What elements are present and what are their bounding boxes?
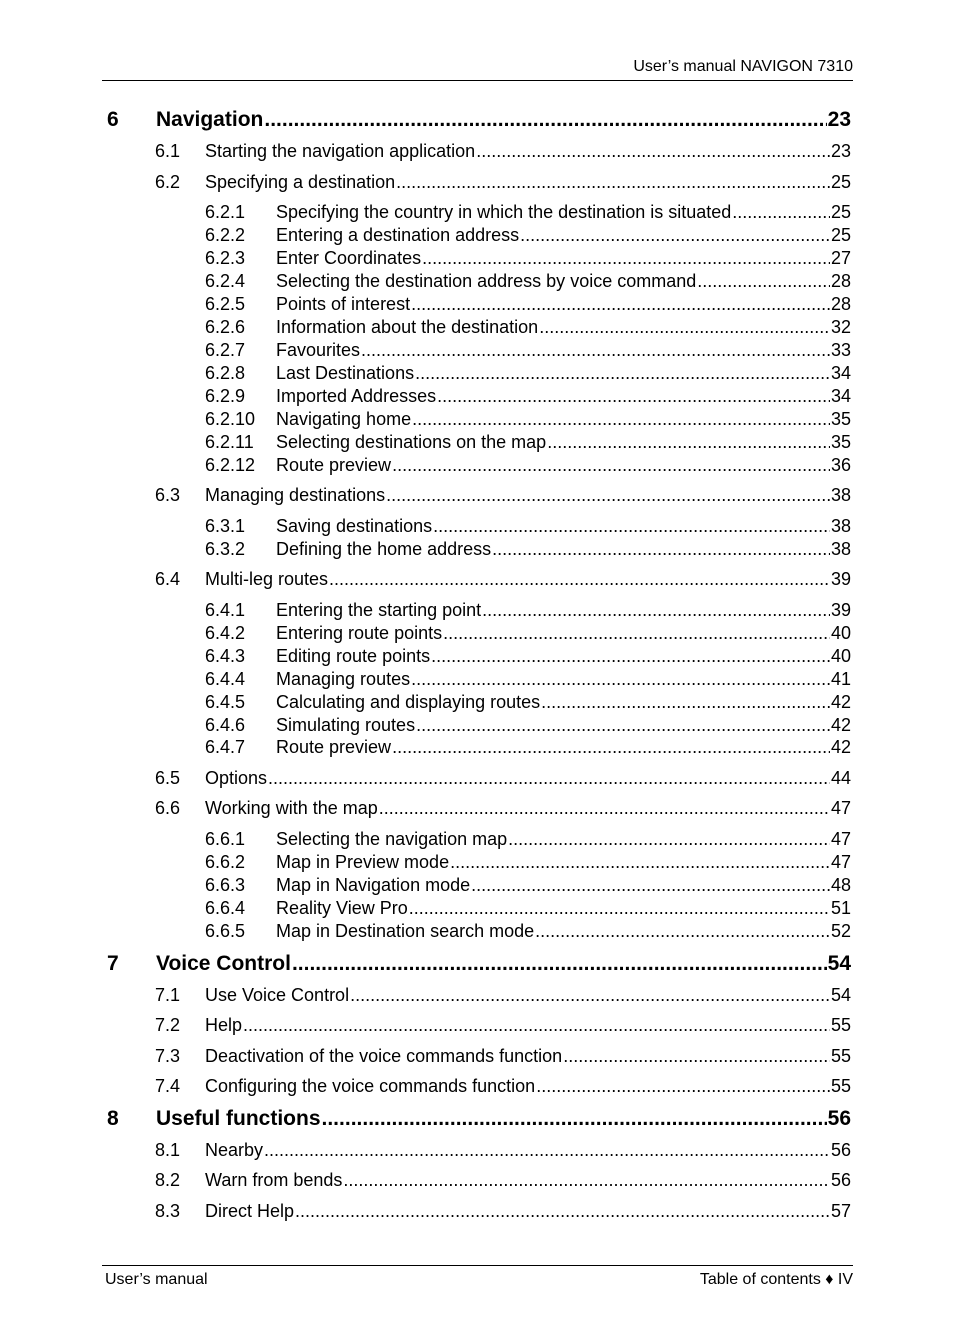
- toc-entry-number: 6.6.3: [205, 875, 246, 895]
- toc-entry-number: 7.3: [155, 1046, 181, 1066]
- toc-leader-dots: [361, 340, 830, 361]
- toc-entry-number: 6.2.4: [205, 271, 246, 291]
- toc-entry-title: Imported Addresses: [276, 386, 437, 406]
- toc-entry[interactable]: [107, 952, 851, 976]
- toc-entry-page: 44: [830, 768, 851, 788]
- toc-entry-title: Help: [205, 1015, 243, 1035]
- toc-entry-number: 8.3: [155, 1201, 181, 1221]
- toc-entry-title: Warn from bends: [205, 1170, 343, 1190]
- toc-entry-number: 7: [107, 952, 119, 975]
- toc-entry-page: 36: [830, 455, 851, 475]
- toc-entry[interactable]: [155, 985, 851, 1006]
- toc-entry[interactable]: [155, 1201, 851, 1222]
- toc-leader-dots: [437, 386, 830, 407]
- toc-entry-number: 6.4: [155, 569, 181, 589]
- toc-leader-dots: [409, 898, 830, 919]
- toc-entry[interactable]: [155, 1015, 851, 1036]
- toc-entry-page: 47: [830, 798, 851, 818]
- toc-entry-number: 6.5: [155, 768, 181, 788]
- toc-entry-page: 33: [830, 340, 851, 360]
- toc-entry-page: 52: [830, 921, 851, 941]
- toc-entry-page: 56: [830, 1170, 851, 1190]
- toc-entry-title: Selecting the destination address by voice command: [276, 271, 697, 291]
- toc-entry-number: 6.4.4: [205, 669, 246, 689]
- toc-leader-dots: [412, 409, 830, 430]
- toc-entry[interactable]: [155, 1046, 851, 1067]
- toc-entry-number: 6.2.2: [205, 225, 246, 245]
- toc-leader-dots: [443, 623, 830, 644]
- toc-entry[interactable]: [205, 294, 851, 315]
- toc-entry-number: 6.2.12: [205, 455, 256, 475]
- toc-entry-page: 39: [830, 600, 851, 620]
- toc-entry-title: Navigation: [156, 108, 264, 131]
- footer-left-text: User’s manual: [105, 1271, 208, 1288]
- toc-leader-dots: [392, 455, 830, 476]
- toc-entry[interactable]: [155, 798, 851, 819]
- toc-entry-title: Nearby: [205, 1140, 264, 1160]
- toc-entry-title: Configuring the voice commands function: [205, 1076, 536, 1096]
- toc-entry-page: 23: [827, 108, 851, 131]
- toc-entry-page: 35: [830, 432, 851, 452]
- toc-entry-number: 8.2: [155, 1170, 181, 1190]
- toc-entry-number: 6.2.9: [205, 386, 246, 406]
- page-footer: [102, 1265, 853, 1288]
- toc-entry-number: 6.2.8: [205, 363, 246, 383]
- toc-entry[interactable]: [205, 225, 851, 246]
- toc-leader-dots: [535, 921, 830, 942]
- toc-entry[interactable]: [155, 1140, 851, 1161]
- toc-entry-page: 39: [830, 569, 851, 589]
- toc-entry[interactable]: [205, 363, 851, 384]
- toc-entry-page: 25: [830, 202, 851, 222]
- toc-entry[interactable]: [205, 409, 851, 430]
- toc-entry-number: 6.2.10: [205, 409, 256, 429]
- toc-entry-page: 42: [830, 715, 851, 735]
- toc-entry-title: Favourites: [276, 340, 361, 360]
- header-title: User’s manual NAVIGON 7310: [633, 58, 853, 75]
- toc-entry-number: 6.1: [155, 141, 181, 161]
- toc-entry[interactable]: [155, 172, 851, 193]
- toc-entry-number: 6.2.6: [205, 317, 246, 337]
- toc-leader-dots: [541, 692, 830, 713]
- toc-entry-title: Deactivation of the voice commands function: [205, 1046, 563, 1066]
- toc-leader-dots: [322, 1107, 827, 1131]
- toc-entry-title: Information about the destination: [276, 317, 539, 337]
- toc-entry-page: 56: [830, 1140, 851, 1160]
- toc-entry-title: Reality View Pro: [276, 898, 408, 918]
- toc-leader-dots: [264, 108, 826, 132]
- toc-entry[interactable]: [155, 768, 851, 789]
- toc-entry[interactable]: [205, 646, 851, 667]
- toc-entry-number: 6.4.3: [205, 646, 246, 666]
- toc-entry-title: Selecting the navigation map: [276, 829, 508, 849]
- toc-entry-title: Starting the navigation application: [205, 141, 476, 161]
- toc-entry-page: 38: [830, 539, 851, 559]
- toc-entry-number: 6.2.7: [205, 340, 246, 360]
- toc-entry-page: 27: [830, 248, 851, 268]
- toc-entry-page: 51: [830, 898, 851, 918]
- toc-entry-number: 6.2.5: [205, 294, 246, 314]
- toc-entry[interactable]: [205, 715, 851, 736]
- toc-entry[interactable]: [205, 271, 851, 292]
- toc-entry-page: 34: [830, 363, 851, 383]
- toc-entry[interactable]: [205, 317, 851, 338]
- toc-entry-title: Editing route points: [276, 646, 431, 666]
- toc-entry-title: Voice Control: [156, 952, 291, 975]
- toc-entry[interactable]: [205, 669, 851, 690]
- toc-entry-number: 6.6.5: [205, 921, 246, 941]
- toc-entry[interactable]: [205, 340, 851, 361]
- toc-leader-dots: [416, 715, 830, 736]
- toc-entry-number: 6.2.1: [205, 202, 246, 222]
- toc-leader-dots: [520, 225, 830, 246]
- toc-entry-title: Specifying the country in which the destination is situated: [276, 202, 732, 222]
- toc-entry[interactable]: [155, 569, 851, 590]
- toc-entry-page: 28: [830, 271, 851, 291]
- toc-entry[interactable]: [205, 455, 851, 476]
- toc-leader-dots: [450, 852, 830, 873]
- toc-leader-dots: [264, 1140, 830, 1161]
- toc-entry-number: 6: [107, 108, 119, 131]
- toc-entry-number: 6.4.2: [205, 623, 246, 643]
- toc-entry[interactable]: [205, 539, 851, 560]
- toc-entry-number: 7.1: [155, 985, 181, 1005]
- toc-leader-dots: [392, 737, 830, 758]
- toc-entry-number: 6.4.5: [205, 692, 246, 712]
- toc-entry-title: Useful functions: [156, 1107, 321, 1130]
- toc-entry-page: 32: [830, 317, 851, 337]
- toc-entry[interactable]: [155, 1076, 851, 1097]
- toc-leader-dots: [482, 600, 830, 621]
- toc-entry-title: Route preview: [276, 737, 392, 757]
- toc-entry-title: Points of interest: [276, 294, 411, 314]
- toc-entry-number: 6.6.4: [205, 898, 246, 918]
- toc-entry-title: Saving destinations: [276, 516, 433, 536]
- toc-entry-number: 6.4.6: [205, 715, 246, 735]
- toc-entry-number: 6.2.11: [205, 432, 254, 452]
- toc-entry-number: 6.3.2: [205, 539, 246, 559]
- toc-entry-number: 6.2.3: [205, 248, 246, 268]
- toc-entry[interactable]: [155, 485, 851, 506]
- toc-entry[interactable]: [205, 623, 851, 644]
- toc-entry[interactable]: [205, 875, 851, 896]
- toc-entry-page: 25: [830, 225, 851, 245]
- toc-leader-dots: [697, 271, 830, 292]
- toc-entry-page: 40: [830, 646, 851, 666]
- toc-entry[interactable]: [205, 386, 851, 407]
- toc-entry-page: 38: [830, 485, 851, 505]
- toc-leader-dots: [492, 539, 830, 560]
- toc-entry[interactable]: [205, 829, 851, 850]
- footer-right-text: Table of contents ♦ IV: [699, 1271, 853, 1288]
- toc-entry-title: Defining the home address: [276, 539, 492, 559]
- toc-entry-page: 47: [830, 829, 851, 849]
- toc-entry[interactable]: [205, 692, 851, 713]
- toc-leader-dots: [476, 141, 830, 162]
- toc-entry-title: Map in Preview mode: [276, 852, 450, 872]
- toc-entry-title: Selecting destinations on the map: [276, 432, 547, 452]
- toc-entry-page: 55: [830, 1076, 851, 1096]
- toc-entry-number: 8.1: [155, 1140, 181, 1160]
- toc-entry-number: 6.6.2: [205, 852, 246, 872]
- toc-entry-page: 57: [830, 1201, 851, 1221]
- toc-leader-dots: [343, 1170, 830, 1191]
- toc-entry-title: Multi-leg routes: [205, 569, 329, 589]
- toc-entry-title: Navigating home: [276, 409, 412, 429]
- toc-leader-dots: [471, 875, 830, 896]
- toc-leader-dots: [386, 485, 830, 506]
- toc-entry-page: 25: [830, 172, 851, 192]
- toc-leader-dots: [539, 317, 830, 338]
- toc-leader-dots: [411, 294, 830, 315]
- toc-entry[interactable]: [205, 432, 851, 453]
- toc-leader-dots: [732, 202, 830, 223]
- toc-entry[interactable]: [107, 108, 851, 132]
- toc-leader-dots: [508, 829, 830, 850]
- toc-entry[interactable]: [205, 202, 851, 223]
- toc-entry-page: 55: [830, 1015, 851, 1035]
- toc-leader-dots: [243, 1015, 830, 1036]
- toc-entry-title: Working with the map: [205, 798, 378, 818]
- toc-entry-page: 35: [830, 409, 851, 429]
- toc-leader-dots: [563, 1046, 830, 1067]
- toc-entry-page: 41: [830, 669, 851, 689]
- toc-entry-page: 54: [827, 952, 851, 975]
- toc-entry[interactable]: [205, 248, 851, 269]
- toc-entry[interactable]: [205, 737, 851, 758]
- toc-leader-dots: [431, 646, 830, 667]
- toc-entry-number: 6.6.1: [205, 829, 246, 849]
- toc-entry-title: Map in Destination search mode: [276, 921, 535, 941]
- toc-leader-dots: [422, 248, 830, 269]
- toc-entry-page: 54: [830, 985, 851, 1005]
- toc-entry-number: 6.4.7: [205, 737, 246, 757]
- toc-entry[interactable]: [205, 516, 851, 537]
- toc-entry-title: Enter Coordinates: [276, 248, 422, 268]
- toc-leader-dots: [433, 516, 830, 537]
- toc-entry-number: 6.4.1: [205, 600, 246, 620]
- toc-leader-dots: [268, 768, 830, 789]
- toc-entry-page: 47: [830, 852, 851, 872]
- toc-entry-page: 48: [830, 875, 851, 895]
- toc-entry-number: 7.4: [155, 1076, 181, 1096]
- toc-entry-number: 6.2: [155, 172, 181, 192]
- toc-leader-dots: [396, 172, 830, 193]
- toc-entry-title: Entering the starting point: [276, 600, 482, 620]
- toc-leader-dots: [411, 669, 830, 690]
- toc-leader-dots: [415, 363, 830, 384]
- toc-entry-title: Entering route points: [276, 623, 443, 643]
- toc-entry-page: 55: [830, 1046, 851, 1066]
- toc-leader-dots: [536, 1076, 830, 1097]
- toc-entry-number: 8: [107, 1107, 119, 1130]
- toc-entry-page: 42: [830, 737, 851, 757]
- toc-leader-dots: [547, 432, 830, 453]
- toc-entry[interactable]: [155, 1170, 851, 1191]
- toc-entry[interactable]: [205, 921, 851, 942]
- toc-leader-dots: [295, 1201, 830, 1222]
- toc-entry-title: Calculating and displaying routes: [276, 692, 541, 712]
- toc-leader-dots: [350, 985, 830, 1006]
- toc-entry-page: 40: [830, 623, 851, 643]
- toc-entry-page: 34: [830, 386, 851, 406]
- toc-entry-title: Simulating routes: [276, 715, 416, 735]
- toc-entry-title: Specifying a destination: [205, 172, 396, 192]
- toc-entry-page: 56: [827, 1107, 851, 1130]
- toc-leader-dots: [292, 952, 827, 976]
- toc-entry-number: 6.6: [155, 798, 181, 818]
- toc-entry-page: 23: [830, 141, 851, 161]
- toc-entry-title: Last Destinations: [276, 363, 415, 383]
- toc-entry-title: Entering a destination address: [276, 225, 520, 245]
- toc-entry[interactable]: [205, 852, 851, 873]
- toc-entry-title: Route preview: [276, 455, 392, 475]
- toc-leader-dots: [379, 798, 830, 819]
- toc-entry-number: 7.2: [155, 1015, 181, 1035]
- toc-entry-page: 42: [830, 692, 851, 712]
- toc-entry[interactable]: [155, 141, 851, 162]
- toc-entry-number: 6.3.1: [205, 516, 246, 536]
- toc-entry-page: 38: [830, 516, 851, 536]
- toc-entry-title: Use Voice Control: [205, 985, 350, 1005]
- toc-entry-title: Options: [205, 768, 268, 788]
- toc-entry[interactable]: [205, 898, 851, 919]
- toc-entry-title: Managing destinations: [205, 485, 386, 505]
- toc-entry-title: Managing routes: [276, 669, 411, 689]
- toc-entry-number: 6.3: [155, 485, 181, 505]
- toc-entry-title: Direct Help: [205, 1201, 295, 1221]
- toc-entry-page: 28: [830, 294, 851, 314]
- toc-entry-title: Map in Navigation mode: [276, 875, 471, 895]
- toc-entry[interactable]: [205, 600, 851, 621]
- toc-leader-dots: [329, 569, 830, 590]
- toc-entry[interactable]: [107, 1107, 851, 1131]
